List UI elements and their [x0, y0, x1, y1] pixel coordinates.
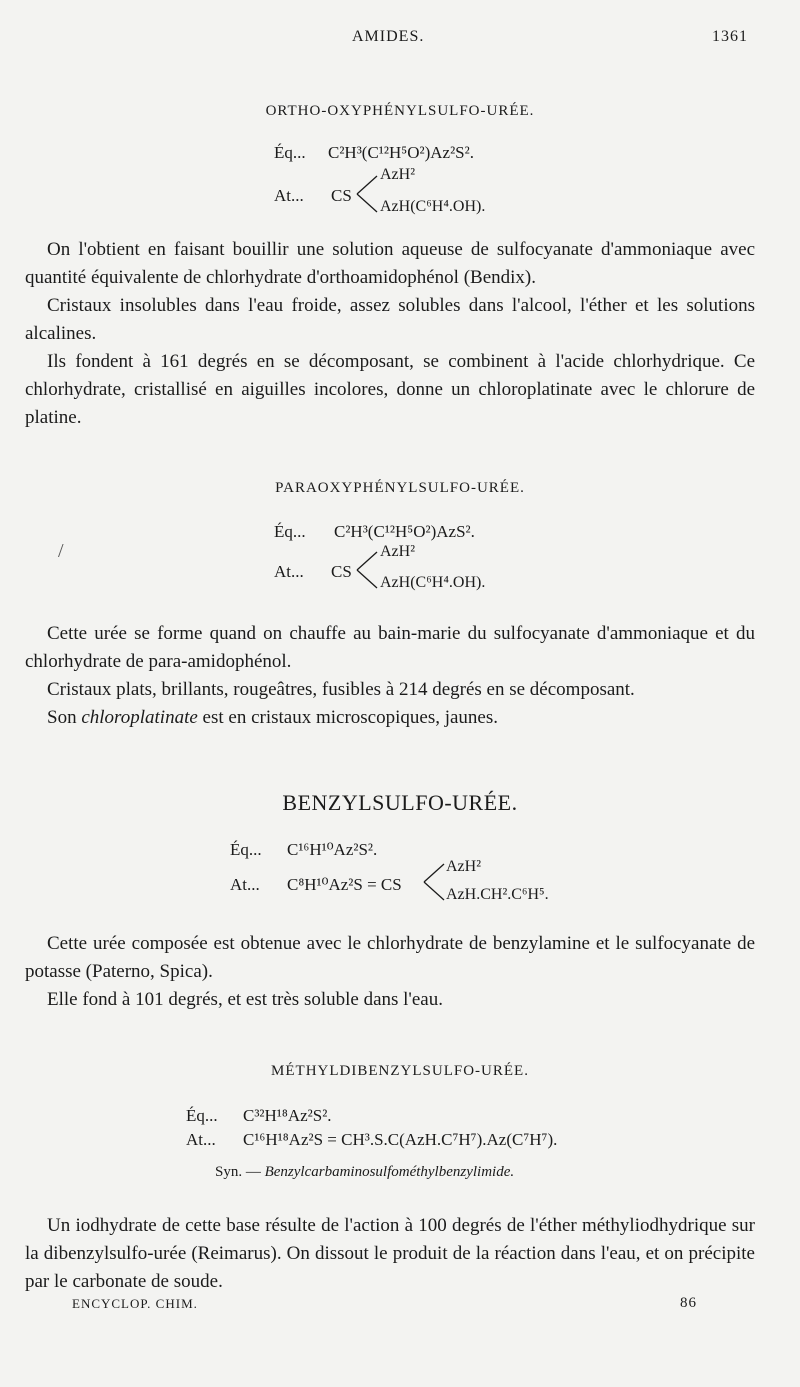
- eq-formula-para: C²H³(C¹²H⁵O²)AzS².: [334, 522, 475, 541]
- paragraph: Ils fondent à 161 degrés en se décomposant, se combinent à l'acide chlorhydrique. Ce chlorhydrate, cristallisé en aiguilles incolores, donne un chloroplatinate avec le chlorure de platine.: [25, 351, 755, 428]
- paragraph: Elle fond à 101 degrés, et est très soluble dans l'eau.: [47, 989, 443, 1010]
- bracket-benzyl: [422, 860, 448, 904]
- body-benzyl: [25, 930, 755, 1014]
- at-lhs-benzyl: C⁸H¹⁰Az²S = CS: [287, 875, 402, 894]
- eq-label-benzyl: Éq...: [230, 840, 262, 859]
- branch-top-ortho: AzH²: [380, 166, 416, 183]
- paragraph: [25, 704, 755, 732]
- running-title: AMIDES.: [352, 28, 425, 45]
- text-run: est en cristaux microscopiques, jaunes.: [197, 707, 499, 728]
- text-run: Son: [47, 707, 82, 728]
- at-formula-methyl: C¹⁶H¹⁸Az²S = CH³.S.C(AzH.C⁷H⁷).Az(C⁷H⁷).: [243, 1130, 558, 1149]
- at-label-methyl: At...: [186, 1130, 216, 1149]
- at-label-para: At...: [274, 562, 304, 581]
- footer-sheet-number: 86: [680, 1295, 697, 1311]
- paragraph: Cette urée composée est obtenue avec le chlorhydrate de benzylamine et le sulfocyanate de potasse (Paterno, Spica).: [25, 933, 755, 982]
- section-title-benzyl: BENZYLSULFO-URÉE.: [282, 790, 518, 815]
- paragraph: On l'obtient en faisant bouillir une solution aqueuse de sulfocyanate d'ammoniaque avec quantité équivalente de chlorhydrate d'orthoamidophénol (Bendix).: [25, 239, 755, 288]
- paragraph: Cristaux plats, brillants, rougeâtres, fusibles à 214 degrés en se décomposant.: [47, 679, 635, 700]
- bracket-ortho: [355, 172, 381, 216]
- body-ortho: [25, 236, 755, 432]
- italic-term: chloroplatinate: [81, 707, 198, 728]
- synonym-line: [215, 1164, 514, 1181]
- branch-bottom-ortho: AzH(C⁶H⁴.OH).: [380, 198, 486, 215]
- bracket-para: [355, 548, 381, 592]
- eq-label-para: Éq...: [274, 522, 306, 541]
- section-title-para: PARAOXYPHÉNYLSULFO-URÉE.: [275, 480, 525, 496]
- eq-label-ortho: Éq...: [274, 143, 306, 162]
- at-label-ortho: At...: [274, 186, 304, 205]
- body-methyl: [25, 1212, 755, 1296]
- at-core-para: CS: [331, 562, 352, 581]
- eq-formula-methyl: C³²H¹⁸Az²S².: [243, 1106, 332, 1125]
- at-core-ortho: CS: [331, 186, 352, 205]
- synonym-label: Syn. —: [215, 1164, 261, 1180]
- footer-signature: ENCYCLOP. CHIM.: [72, 1296, 198, 1311]
- section-title-methyl: MÉTHYLDIBENZYLSULFO-URÉE.: [271, 1063, 529, 1079]
- branch-top-para: AzH²: [380, 543, 416, 560]
- at-label-benzyl: At...: [230, 875, 260, 894]
- synonym-text: Benzylcarbaminosulfométhylbenzylimide.: [264, 1164, 515, 1180]
- page-number: 1361: [712, 28, 748, 45]
- branch-bottom-para: AzH(C⁶H⁴.OH).: [380, 574, 486, 591]
- margin-pencil-mark: /: [58, 540, 64, 562]
- eq-label-methyl: Éq...: [186, 1106, 218, 1125]
- section-title-ortho: ORTHO-OXYPHÉNYLSULFO-URÉE.: [265, 103, 535, 119]
- branch-bottom-benzyl: AzH.CH².C⁶H⁵.: [446, 886, 549, 903]
- paragraph: Cette urée se forme quand on chauffe au bain-marie du sulfocyanate d'ammoniaque et du chlorhydrate de para-amidophénol.: [25, 623, 755, 672]
- eq-formula-ortho: C²H³(C¹²H⁵O²)Az²S².: [328, 143, 474, 162]
- branch-top-benzyl: AzH²: [446, 858, 482, 875]
- paragraph: Un iodhydrate de cette base résulte de l'action à 100 degrés de l'éther méthyliodhydrique sur la dibenzylsulfo-urée (Reimarus). On dissout le produit de la réaction dans l'eau, et on précipite par le carbonate de soude.: [25, 1215, 755, 1292]
- body-para: [25, 620, 755, 732]
- paragraph: Cristaux insolubles dans l'eau froide, assez solubles dans l'alcool, l'éther et les solutions alcalines.: [25, 295, 755, 344]
- eq-formula-benzyl: C¹⁶H¹⁰Az²S².: [287, 840, 378, 859]
